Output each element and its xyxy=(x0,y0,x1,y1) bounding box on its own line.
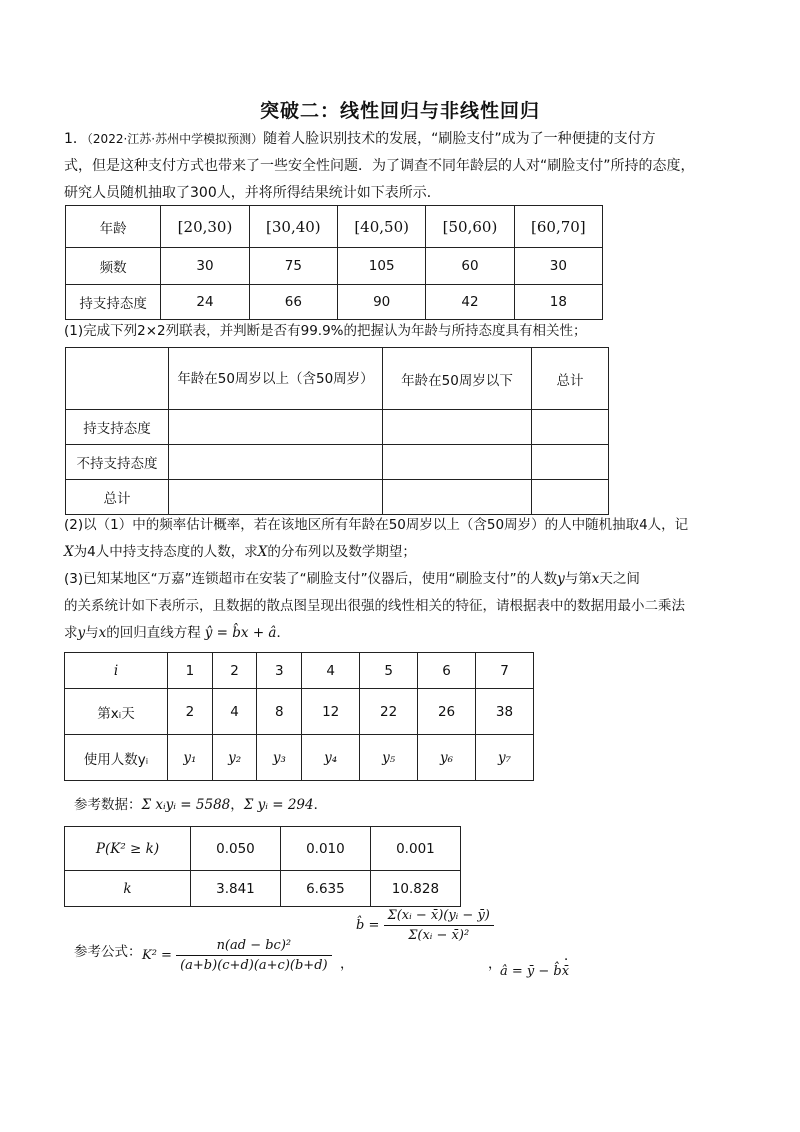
reference-data xyxy=(74,788,327,822)
part-3-line-2: 的关系统计如下表所示，且数据的散点图呈现出很强的线性相关的特征，请根据表中的数据用最小二乘法 xyxy=(64,598,685,614)
var-x: X xyxy=(257,544,268,560)
part-2-end: 的分布列以及数学期望； xyxy=(267,544,416,560)
problem-number: 1． xyxy=(64,131,87,147)
intro-line-2: 式，但是这种支付方式也带来了一些安全性问题．为了调查不同年龄层的人对“刷脸支付”所持的态度， xyxy=(64,158,695,174)
table1-cell: 30 xyxy=(514,248,602,285)
k2-numerator: n(ad − bc)² xyxy=(176,938,332,956)
var-x: X xyxy=(64,544,74,560)
table3-x-cell: 26 xyxy=(418,689,476,735)
table3-x-cell: 2 xyxy=(168,689,213,735)
age-frequency-table xyxy=(65,205,603,320)
table1-cell: 18 xyxy=(514,285,602,320)
k2-lhs: K² = xyxy=(142,948,172,963)
b-denominator: Σ(xᵢ − x̄)² xyxy=(408,928,470,943)
table3-y-cell: y₃ xyxy=(257,735,302,781)
part-2-text xyxy=(64,512,734,566)
table1-cell: [60,70] xyxy=(514,206,602,248)
part-3-line-3b: 与 xyxy=(85,625,99,641)
contingency-table xyxy=(65,347,609,515)
table1-cell: 66 xyxy=(249,285,337,320)
table1-row-label: 频数 xyxy=(66,248,161,285)
table3-row-label-x: 第xᵢ天 xyxy=(65,689,168,735)
k2-denominator: (a+b)(c+d)(a+c)(b+d) xyxy=(180,958,328,973)
b-lhs: b̂ = xyxy=(356,918,380,933)
table3-y-cell: y₄ xyxy=(302,735,360,781)
table1-cell: [20,30) xyxy=(161,206,249,248)
table3-y-cell: y₂ xyxy=(212,735,257,781)
table1-cell: 24 xyxy=(161,285,249,320)
table3-y-cell: y₇ xyxy=(476,735,534,781)
problem-source: （2022·江苏·苏州中学模拟预测） xyxy=(86,132,264,146)
var-x: x xyxy=(98,625,107,641)
table3-y-cell: y₆ xyxy=(418,735,476,781)
frequency-row xyxy=(66,248,603,285)
table4-row-label-k: k xyxy=(65,871,191,907)
table4-row-label-p: P(K² ≥ k) xyxy=(65,827,191,871)
table3-i-cell: 7 xyxy=(476,653,534,689)
contingency-cell xyxy=(169,410,383,445)
k2-fraction xyxy=(176,938,332,973)
part-3-text xyxy=(64,566,734,647)
table1-cell: 42 xyxy=(426,285,514,320)
regression-data-table xyxy=(64,652,534,781)
table3-i-cell: 4 xyxy=(302,653,360,689)
part-3-line-1c: 天之间 xyxy=(599,571,640,587)
sum-xy: Σ xᵢyᵢ = 5588 xyxy=(141,797,231,813)
support-row xyxy=(66,285,603,320)
formula-comma: ， xyxy=(340,956,354,972)
table3-x-cell: 22 xyxy=(360,689,418,735)
intro-line-3: 研究人员随机抽取了300人，并将所得结果统计如下表所示． xyxy=(64,185,441,201)
table4-cell: 0.010 xyxy=(280,827,370,871)
table4-cell: 6.635 xyxy=(280,871,370,907)
formula-comma-2: ， xyxy=(488,956,502,972)
part-3-line-1b: 与第 xyxy=(564,571,592,587)
table3-i-cell: 2 xyxy=(212,653,257,689)
table1-cell: 75 xyxy=(249,248,337,285)
sum-y: Σ yᵢ = 294 xyxy=(243,797,314,813)
page-title: 突破二：线性回归与非线性回归 xyxy=(259,100,540,122)
table4-cell: 10.828 xyxy=(370,871,460,907)
intro-line-1: 随着人脸识别技术的发展，“刷脸支付”成为了一种便捷的支付方 xyxy=(263,131,656,147)
table1-row-label: 年龄 xyxy=(66,206,161,248)
part-3-line-3d: ． xyxy=(276,625,290,641)
table3-x-cell: 38 xyxy=(476,689,534,735)
contingency-header-empty xyxy=(66,348,169,410)
problem-intro xyxy=(64,126,734,207)
b-fraction xyxy=(384,908,494,943)
table1-cell: 90 xyxy=(338,285,426,320)
age-row xyxy=(66,206,603,248)
contingency-cell xyxy=(169,480,383,515)
table3-i-cell: 1 xyxy=(168,653,213,689)
slope-formula xyxy=(356,908,494,943)
reference-sep: ， xyxy=(230,797,244,813)
part-2-mid: 为4人中持支持态度的人数，求 xyxy=(73,544,258,560)
part-1-text: (1)完成下列2×2列联表，并判断是否有99.9%的把握认为年龄与所持态度具有相关性； xyxy=(64,323,587,339)
formula-label: 参考公式： xyxy=(74,944,142,960)
table3-row-label-i: i xyxy=(65,653,168,689)
regression-equation: ŷ = b̂x + â xyxy=(204,625,277,641)
table3-row-label-y: 使用人数yᵢ xyxy=(65,735,168,781)
formula-period: ． xyxy=(564,948,578,964)
contingency-cell xyxy=(383,480,532,515)
intercept-formula: â = ȳ − b̂x̄ xyxy=(500,964,570,979)
table3-i-cell: 5 xyxy=(360,653,418,689)
contingency-row-total: 总计 xyxy=(66,480,169,515)
contingency-cell xyxy=(383,410,532,445)
reference-end: ． xyxy=(313,797,328,813)
table4-cell: 0.050 xyxy=(190,827,280,871)
var-y: y xyxy=(557,571,565,587)
table1-cell: 105 xyxy=(338,248,426,285)
table3-i-cell: 3 xyxy=(257,653,302,689)
contingency-cell xyxy=(532,445,609,480)
contingency-cell xyxy=(532,410,609,445)
table1-cell: 30 xyxy=(161,248,249,285)
table1-row-label: 持支持态度 xyxy=(66,285,161,320)
contingency-row-support: 持支持态度 xyxy=(66,410,169,445)
contingency-header-over-50: 年龄在50周岁以上（含50周岁） xyxy=(169,348,383,410)
contingency-cell xyxy=(383,445,532,480)
contingency-cell xyxy=(169,445,383,480)
reference-data-label: 参考数据： xyxy=(74,797,142,813)
table4-cell: 0.001 xyxy=(370,827,460,871)
part-3-line-3c: 的回归直线方程 xyxy=(106,625,201,641)
table1-cell: [50,60) xyxy=(426,206,514,248)
contingency-header-total: 总计 xyxy=(532,348,609,410)
var-y: y xyxy=(77,625,86,641)
contingency-cell xyxy=(532,480,609,515)
table3-y-cell: y₅ xyxy=(360,735,418,781)
contingency-row-not-support: 不持支持态度 xyxy=(66,445,169,480)
table3-i-cell: 6 xyxy=(418,653,476,689)
table3-y-cell: y₁ xyxy=(168,735,213,781)
table1-cell: 60 xyxy=(426,248,514,285)
part-3-line-1a: (3)已知某地区“万嘉”连锁超市在安装了“刷脸支付”仪器后，使用“刷脸支付”的人数 xyxy=(64,571,558,587)
table3-x-cell: 12 xyxy=(302,689,360,735)
part-2-line-1: (2)以（1）中的频率估计概率，若在该地区所有年龄在50周岁以上（含50周岁）的人中随机抽取4人，记 xyxy=(64,517,689,533)
part-3-line-3a: 求 xyxy=(64,625,78,641)
table4-cell: 3.841 xyxy=(190,871,280,907)
contingency-header-under-50: 年龄在50周岁以下 xyxy=(383,348,532,410)
table1-cell: [30,40) xyxy=(249,206,337,248)
chi-square-formula xyxy=(142,938,332,973)
table3-x-cell: 4 xyxy=(212,689,257,735)
table3-x-cell: 8 xyxy=(257,689,302,735)
var-x: x xyxy=(591,571,600,587)
b-numerator: Σ(xᵢ − x̄)(yᵢ − ȳ) xyxy=(384,908,494,926)
critical-value-table xyxy=(64,826,461,907)
table1-cell: [40,50) xyxy=(338,206,426,248)
